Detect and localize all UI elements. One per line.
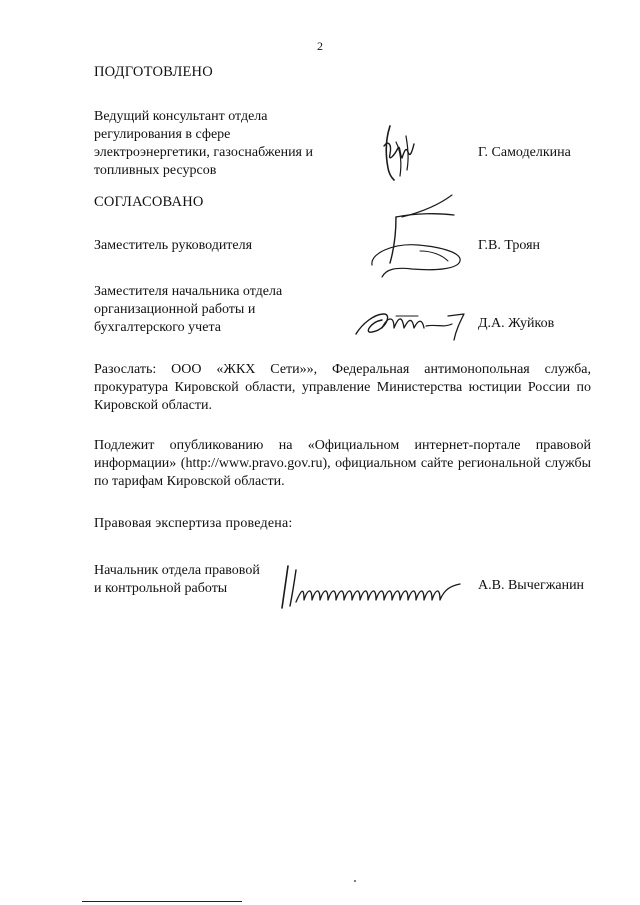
- approved-signer-role-line: бухгалтерского учета: [94, 320, 221, 335]
- signature-vychegzhanin: [274, 562, 464, 610]
- footnote-divider: [82, 901, 242, 902]
- signature-samodelkina: [376, 122, 426, 182]
- page-number: 2: [317, 39, 323, 53]
- legal-review-name: А.В. Вычегжанин: [478, 578, 585, 593]
- signature-troyan: [366, 193, 478, 285]
- prepared-role-line: электроэнергетики, газоснабжения и: [94, 145, 313, 160]
- approved-signer-role: [94, 237, 354, 255]
- approved-heading: СОГЛАСОВАНО: [94, 194, 204, 210]
- prepared-name: Г. Самоделкина: [478, 145, 571, 160]
- prepared-role-line: топливных ресурсов: [94, 163, 217, 178]
- legal-review-role-line: и контрольной работы: [94, 581, 228, 596]
- scan-speck: [354, 880, 356, 882]
- prepared-role-line: регулирования в сфере: [94, 127, 231, 142]
- approved-signer-role-line: организационной работы и: [94, 302, 256, 317]
- approved-signer-name: Г.В. Троян: [478, 238, 541, 253]
- approved-signer-role-line: Заместитель руководителя: [94, 238, 253, 253]
- publication-note: Подлежит опубликованию на «Официальном интернет-портале правовой информации» (http://www.pravo.gov.ru), официальном сайте региональной службы по тарифам Кировской области.: [94, 438, 591, 489]
- approved-signer-role-line: Заместителя начальника отдела: [94, 284, 283, 299]
- legal-review-role-line: Начальник отдела правовой: [94, 563, 260, 578]
- legal-review-statement: Правовая экспертиза проведена:: [94, 516, 293, 531]
- approved-signer-role: [94, 283, 354, 337]
- approved-signer-name: Д.А. Жуйков: [478, 316, 555, 331]
- prepared-role-line: Ведущий консультант отдела: [94, 109, 268, 124]
- prepared-role: [94, 108, 354, 180]
- distribution-list: Разослать: ООО «ЖКХ Сети»», Федеральная антимонопольная служба, прокуратура Кировской области, управление Министерства юстиции России по Кировской области.: [94, 362, 591, 413]
- signature-zhuykov: [352, 306, 472, 342]
- prepared-heading: ПОДГОТОВЛЕНО: [94, 64, 213, 80]
